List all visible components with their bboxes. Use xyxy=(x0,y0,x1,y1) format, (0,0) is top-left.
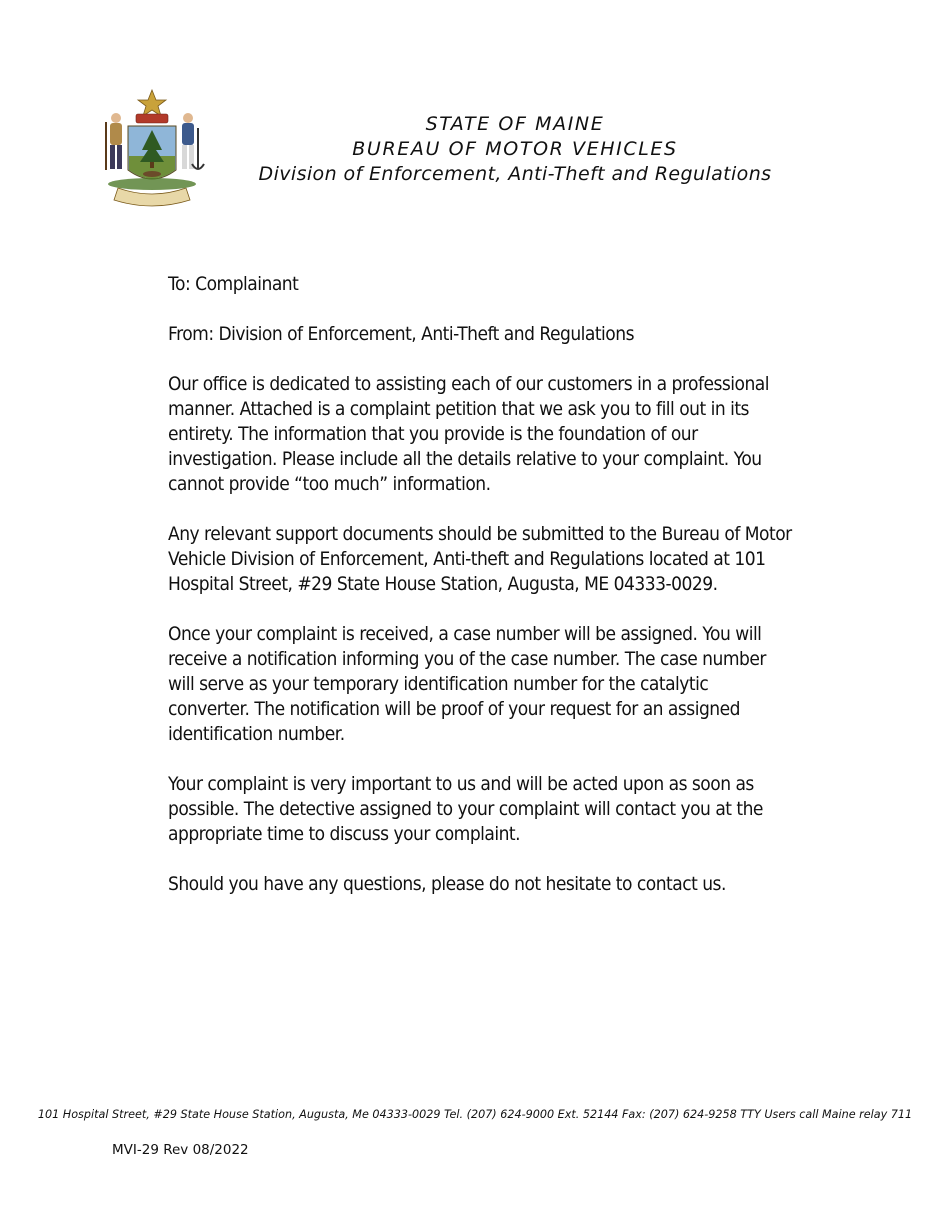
text-line: appropriate time to discuss your complaint. xyxy=(168,824,521,845)
text-line: converter. The notification will be proof of your request for an assigned xyxy=(168,699,740,720)
bureau-heading: BUREAU OF MOTOR VEHICLES xyxy=(352,138,678,160)
paragraph-instructions xyxy=(168,372,800,497)
text-line: Any relevant support documents should be submitted to the Bureau of Motor xyxy=(168,524,792,545)
text-line: Our office is dedicated to assisting each of our customers in a professional xyxy=(168,374,770,395)
text-line: identification number. xyxy=(168,724,345,745)
text-line: Vehicle Division of Enforcement, Anti-theft and Regulations located at 101 xyxy=(168,549,766,570)
text-line: entirety. The information that you provide is the foundation of our xyxy=(168,424,698,445)
memo-to: To: Complainant xyxy=(168,274,299,295)
text-line: manner. Attached is a complaint petition that we ask you to fill out in its xyxy=(168,399,749,420)
text-line: cannot provide “too much” information. xyxy=(168,474,491,495)
form-number: MVI-29 Rev 08/2022 xyxy=(112,1142,249,1158)
paragraph-importance xyxy=(168,772,800,847)
paragraph-case-number xyxy=(168,622,800,747)
division-heading: Division of Enforcement, Anti-Theft and Regulations xyxy=(258,163,772,185)
letter-body xyxy=(168,272,800,922)
paragraph-documents xyxy=(168,522,800,597)
paragraph-closing xyxy=(168,872,800,897)
memo-from: From: Division of Enforcement, Anti-Theft and Regulations xyxy=(168,324,634,345)
state-heading: STATE OF MAINE xyxy=(425,113,605,135)
text-line: Hospital Street, #29 State House Station, Augusta, ME 04333-0029. xyxy=(168,574,718,595)
text-line: possible. The detective assigned to your complaint will contact you at the xyxy=(168,799,763,820)
text-line: Once your complaint is received, a case number will be assigned. You will xyxy=(168,624,762,645)
text-line: will serve as your temporary identification number for the catalytic xyxy=(168,674,709,695)
letterhead xyxy=(220,112,810,187)
text-line: Should you have any questions, please do not hesitate to contact us. xyxy=(168,874,726,895)
maine-state-seal-icon xyxy=(98,88,206,214)
text-line: receive a notification informing you of the case number. The case number xyxy=(168,649,766,670)
text-line: investigation. Please include all the details relative to your complaint. You xyxy=(168,449,762,470)
text-line: Your complaint is very important to us and will be acted upon as soon as xyxy=(168,774,754,795)
footer-contact: 101 Hospital Street, #29 State House Station, Augusta, Me 04333-0029 Tel. (207) 624-9000 Ext. 52144 Fax: (207) 624-9258 TTY Users call Maine relay 711 xyxy=(37,1108,913,1121)
